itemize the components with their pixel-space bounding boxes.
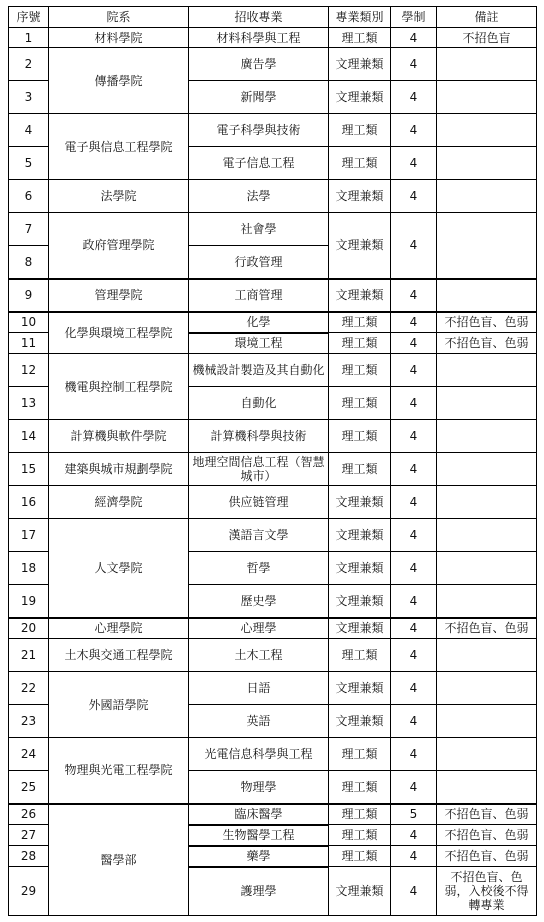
row-school: 土木與交通工程學院: [49, 639, 189, 672]
row-school: 法學院: [49, 180, 189, 213]
row-years: 5: [391, 804, 437, 825]
row-category: 理工類: [329, 354, 391, 387]
row-category: 理工類: [329, 846, 391, 867]
row-note: [437, 738, 537, 771]
row-note: [437, 420, 537, 453]
row-no: 14: [9, 420, 49, 453]
table-header-row: [9, 7, 537, 28]
row-years: 4: [391, 81, 437, 114]
row-no: 1: [9, 28, 49, 48]
row-category: 文理兼類: [329, 618, 391, 639]
row-years: 4: [391, 114, 437, 147]
row-years: 4: [391, 279, 437, 312]
row-note: 不招色盲、色弱: [437, 333, 537, 354]
row-category: 理工類: [329, 420, 391, 453]
header-category: 專業類別: [329, 7, 391, 28]
row-major: 土木工程: [189, 639, 329, 672]
row-major: 自動化: [189, 387, 329, 420]
row-no: 22: [9, 672, 49, 705]
row-school: 醫學部: [49, 804, 189, 916]
row-no: 11: [9, 333, 49, 354]
row-years: 4: [391, 147, 437, 180]
row-school: 機電與控制工程學院: [49, 354, 189, 420]
table-row: [9, 279, 537, 312]
row-major: 日語: [189, 672, 329, 705]
row-category: 文理兼類: [329, 180, 391, 213]
row-school: 建築與城市規劃學院: [49, 453, 189, 486]
row-note: [437, 771, 537, 804]
row-no: 27: [9, 825, 49, 846]
row-major: 心理學: [189, 618, 329, 639]
row-major: 供应链管理: [189, 486, 329, 519]
row-years: 4: [391, 453, 437, 486]
row-category: 文理兼類: [329, 585, 391, 618]
row-category: 文理兼類: [329, 213, 391, 279]
table-row: [9, 312, 537, 333]
row-years: 4: [391, 639, 437, 672]
row-major: 英語: [189, 705, 329, 738]
row-no: 9: [9, 279, 49, 312]
row-note: [437, 114, 537, 147]
table-row: [9, 672, 537, 705]
row-years: 4: [391, 825, 437, 846]
row-major: 材料科學與工程: [189, 28, 329, 48]
row-school: 計算機與軟件學院: [49, 420, 189, 453]
row-years: 4: [391, 28, 437, 48]
row-category: 理工類: [329, 453, 391, 486]
row-years: 4: [391, 387, 437, 420]
row-major: 環境工程: [189, 333, 329, 354]
row-category: 理工類: [329, 771, 391, 804]
row-school: 心理學院: [49, 618, 189, 639]
row-major: 生物醫學工程: [189, 825, 329, 846]
row-note: [437, 180, 537, 213]
row-years: 4: [391, 867, 437, 916]
row-note: [437, 453, 537, 486]
row-category: 理工類: [329, 333, 391, 354]
row-no: 19: [9, 585, 49, 618]
row-category: 理工類: [329, 804, 391, 825]
row-no: 2: [9, 48, 49, 81]
row-years: 4: [391, 738, 437, 771]
table-row: [9, 48, 537, 81]
row-no: 18: [9, 552, 49, 585]
row-major: 護理學: [189, 867, 329, 916]
row-years: 4: [391, 180, 437, 213]
row-years: 4: [391, 552, 437, 585]
row-years: 4: [391, 333, 437, 354]
row-no: 26: [9, 804, 49, 825]
row-major: 歷史學: [189, 585, 329, 618]
row-school: 外國語學院: [49, 672, 189, 738]
row-no: 12: [9, 354, 49, 387]
row-note: 不招色盲、色弱: [437, 618, 537, 639]
row-category: 理工類: [329, 825, 391, 846]
row-no: 24: [9, 738, 49, 771]
row-major: 地理空間信息工程（智慧城市）: [189, 453, 329, 486]
table-row: [9, 738, 537, 771]
row-major: 電子科學與技術: [189, 114, 329, 147]
row-major: 化學: [189, 312, 329, 333]
table-row: [9, 519, 537, 552]
row-note: [437, 705, 537, 738]
row-no: 4: [9, 114, 49, 147]
table-row: [9, 804, 537, 825]
row-major: 機械設計製造及其自動化: [189, 354, 329, 387]
enrollment-table: [8, 6, 537, 916]
header-no: 序號: [9, 7, 49, 28]
row-category: 理工類: [329, 387, 391, 420]
row-major: 光電信息科學與工程: [189, 738, 329, 771]
table-row: [9, 28, 537, 48]
table-row: [9, 420, 537, 453]
row-note: [437, 354, 537, 387]
table-row: [9, 618, 537, 639]
row-note: [437, 639, 537, 672]
row-note: [437, 213, 537, 279]
row-category: 理工類: [329, 639, 391, 672]
table-row: [9, 354, 537, 387]
table-row: [9, 486, 537, 519]
row-school: 化學與環境工程學院: [49, 312, 189, 354]
row-years: 4: [391, 213, 437, 279]
row-no: 13: [9, 387, 49, 420]
row-major: 廣告學: [189, 48, 329, 81]
row-category: 理工類: [329, 28, 391, 48]
row-no: 6: [9, 180, 49, 213]
row-school: 傳播學院: [49, 48, 189, 114]
row-major: 漢語言文學: [189, 519, 329, 552]
row-note: [437, 552, 537, 585]
row-category: 理工類: [329, 738, 391, 771]
row-school: 電子與信息工程學院: [49, 114, 189, 180]
table-row: [9, 453, 537, 486]
row-note: [437, 486, 537, 519]
row-no: 17: [9, 519, 49, 552]
row-no: 7: [9, 213, 49, 246]
table-row: [9, 114, 537, 147]
row-major: 新聞學: [189, 81, 329, 114]
row-no: 5: [9, 147, 49, 180]
row-major: 計算機科學與技術: [189, 420, 329, 453]
row-years: 4: [391, 672, 437, 705]
row-years: 4: [391, 771, 437, 804]
row-years: 4: [391, 312, 437, 333]
row-no: 10: [9, 312, 49, 333]
row-category: 文理兼類: [329, 705, 391, 738]
row-school: 管理學院: [49, 279, 189, 312]
row-category: 文理兼類: [329, 672, 391, 705]
row-no: 15: [9, 453, 49, 486]
header-school: 院系: [49, 7, 189, 28]
row-school: 人文學院: [49, 519, 189, 618]
row-note: [437, 519, 537, 552]
row-major: 物理學: [189, 771, 329, 804]
row-category: 理工類: [329, 147, 391, 180]
row-years: 4: [391, 846, 437, 867]
row-category: 文理兼類: [329, 81, 391, 114]
row-note: 不招色盲、色弱: [437, 312, 537, 333]
row-no: 28: [9, 846, 49, 867]
row-school: 物理與光電工程學院: [49, 738, 189, 804]
row-major: 工商管理: [189, 279, 329, 312]
header-note: 備註: [437, 7, 537, 28]
row-school: 政府管理學院: [49, 213, 189, 279]
row-note: 不招色盲、色弱: [437, 825, 537, 846]
row-category: 文理兼類: [329, 48, 391, 81]
row-note: 不招色盲、色弱，入校後不得轉專業: [437, 867, 537, 916]
row-years: 4: [391, 354, 437, 387]
row-no: 23: [9, 705, 49, 738]
row-years: 4: [391, 486, 437, 519]
row-major: 藥學: [189, 846, 329, 867]
row-years: 4: [391, 519, 437, 552]
row-major: 電子信息工程: [189, 147, 329, 180]
row-note: 不招色盲、色弱: [437, 846, 537, 867]
row-note: [437, 585, 537, 618]
row-no: 20: [9, 618, 49, 639]
row-years: 4: [391, 585, 437, 618]
header-major: 招收專業: [189, 7, 329, 28]
row-category: 文理兼類: [329, 279, 391, 312]
row-years: 4: [391, 618, 437, 639]
row-years: 4: [391, 48, 437, 81]
row-school: 經濟學院: [49, 486, 189, 519]
row-school: 材料學院: [49, 28, 189, 48]
row-no: 29: [9, 867, 49, 916]
row-note: [437, 81, 537, 114]
row-years: 4: [391, 705, 437, 738]
row-note: 不招色盲、色弱: [437, 804, 537, 825]
row-note: 不招色盲: [437, 28, 537, 48]
row-no: 8: [9, 246, 49, 279]
row-note: [437, 48, 537, 81]
row-years: 4: [391, 420, 437, 453]
row-category: 文理兼類: [329, 552, 391, 585]
row-major: 社會學: [189, 213, 329, 246]
row-category: 文理兼類: [329, 519, 391, 552]
header-years: 學制: [391, 7, 437, 28]
row-category: 文理兼類: [329, 867, 391, 916]
row-note: [437, 672, 537, 705]
row-no: 21: [9, 639, 49, 672]
row-category: 理工類: [329, 114, 391, 147]
row-note: [437, 279, 537, 312]
row-category: 理工類: [329, 312, 391, 333]
table-row: [9, 213, 537, 246]
row-major: 行政管理: [189, 246, 329, 279]
row-note: [437, 147, 537, 180]
table-row: [9, 639, 537, 672]
row-no: 3: [9, 81, 49, 114]
row-major: 法學: [189, 180, 329, 213]
row-major: 臨床醫學: [189, 804, 329, 825]
row-major: 哲學: [189, 552, 329, 585]
row-category: 文理兼類: [329, 486, 391, 519]
table-row: [9, 180, 537, 213]
row-no: 16: [9, 486, 49, 519]
row-note: [437, 387, 537, 420]
row-no: 25: [9, 771, 49, 804]
